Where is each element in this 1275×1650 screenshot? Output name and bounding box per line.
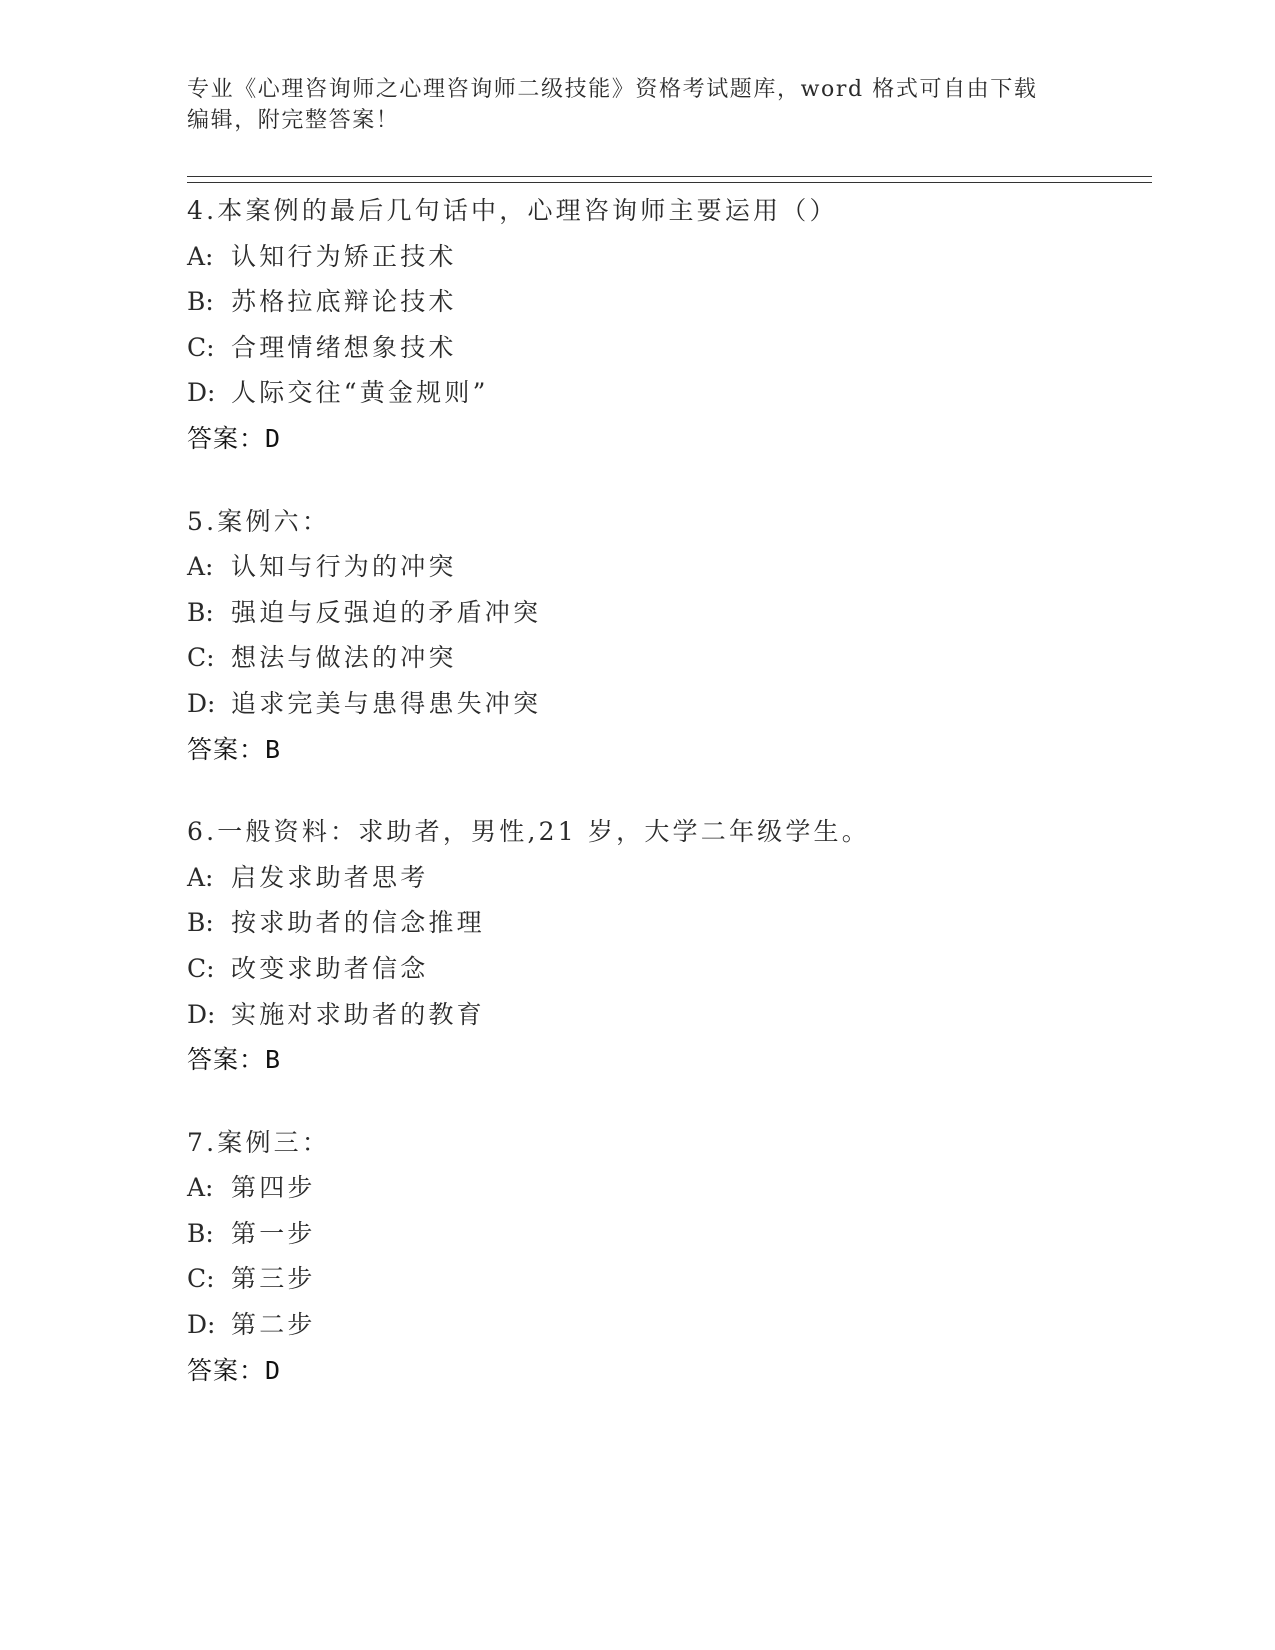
question-item [187, 188, 1152, 462]
option-letter: D: [187, 688, 216, 718]
option-letter: B: [187, 287, 214, 317]
option-letter: C: [187, 953, 215, 983]
answer-value: B [265, 1045, 282, 1075]
answer-line [187, 1037, 1152, 1083]
header-line-2: 编辑，附完整答案！ [187, 108, 400, 133]
option-text: 实施对求助者的教育 [231, 999, 485, 1029]
option-letter: B: [187, 597, 214, 627]
option-d [187, 1302, 1152, 1348]
answer-label: 答案： [187, 734, 266, 764]
answer-value: B [265, 734, 282, 764]
header-divider-bottom [187, 182, 1152, 183]
option-letter: A: [187, 552, 214, 582]
option-text: 认知行为矫正技术 [231, 241, 457, 271]
option-a [187, 234, 1152, 280]
answer-label: 答案： [187, 1045, 266, 1075]
question-item [187, 1120, 1152, 1394]
option-c [187, 1256, 1152, 1302]
answer-line [187, 1348, 1152, 1394]
option-text: 第三步 [231, 1264, 316, 1294]
option-text: 想法与做法的冲突 [231, 643, 457, 673]
option-a [187, 1165, 1152, 1211]
option-letter: B: [187, 1218, 214, 1248]
option-b [187, 279, 1152, 325]
header-divider-top [187, 176, 1152, 177]
answer-line [187, 416, 1152, 462]
answer-value: D [265, 1355, 282, 1385]
option-b [187, 900, 1152, 946]
question-stem: 7.案例三： [187, 1127, 331, 1157]
option-text: 认知与行为的冲突 [231, 552, 457, 582]
option-letter: C: [187, 1264, 215, 1294]
option-letter: C: [187, 643, 215, 673]
option-c [187, 325, 1152, 371]
option-d [187, 681, 1152, 727]
question-item [187, 499, 1152, 773]
option-letter: D: [187, 999, 216, 1029]
option-letter: D: [187, 378, 216, 408]
answer-label: 答案： [187, 423, 266, 453]
answer-label: 答案： [187, 1355, 266, 1385]
question-stem: 5.案例六： [187, 506, 331, 536]
question-stem: 6.一般资料：求助者，男性,21 岁，大学二年级学生。 [187, 817, 870, 847]
answer-value: D [265, 423, 282, 453]
option-c [187, 946, 1152, 992]
question-list [187, 188, 1152, 1430]
option-letter: A: [187, 862, 214, 892]
question-item [187, 809, 1152, 1083]
option-text: 合理情绪想象技术 [231, 332, 457, 362]
option-letter: A: [187, 1173, 214, 1203]
option-text: 第四步 [231, 1173, 316, 1203]
answer-line [187, 727, 1152, 773]
option-text: 苏格拉底辩论技术 [231, 287, 457, 317]
option-text: 强迫与反强迫的矛盾冲突 [231, 597, 542, 627]
question-stem: 4.本案例的最后几句话中，心理咨询师主要运用（） [187, 196, 838, 225]
option-a [187, 544, 1152, 590]
header-line-1: 专业《心理咨询师之心理咨询师二级技能》资格考试题库，word 格式可自由下载 [187, 77, 1038, 102]
option-text: 追求完美与患得患失冲突 [231, 688, 542, 718]
option-text: 启发求助者思考 [231, 862, 429, 892]
option-d [187, 992, 1152, 1038]
option-b [187, 1211, 1152, 1257]
option-a [187, 855, 1152, 901]
option-text: 第二步 [231, 1310, 316, 1340]
option-letter: D: [187, 1310, 216, 1340]
option-letter: A: [187, 241, 214, 271]
option-text: 按求助者的信念推理 [231, 908, 485, 938]
option-text: 人际交往“黄金规则” [231, 378, 489, 408]
option-letter: C: [187, 332, 215, 362]
option-text: 第一步 [231, 1218, 316, 1248]
document-header [187, 74, 1067, 136]
option-b [187, 590, 1152, 636]
option-c [187, 635, 1152, 681]
option-d [187, 370, 1152, 416]
option-letter: B: [187, 908, 214, 938]
option-text: 改变求助者信念 [231, 953, 429, 983]
